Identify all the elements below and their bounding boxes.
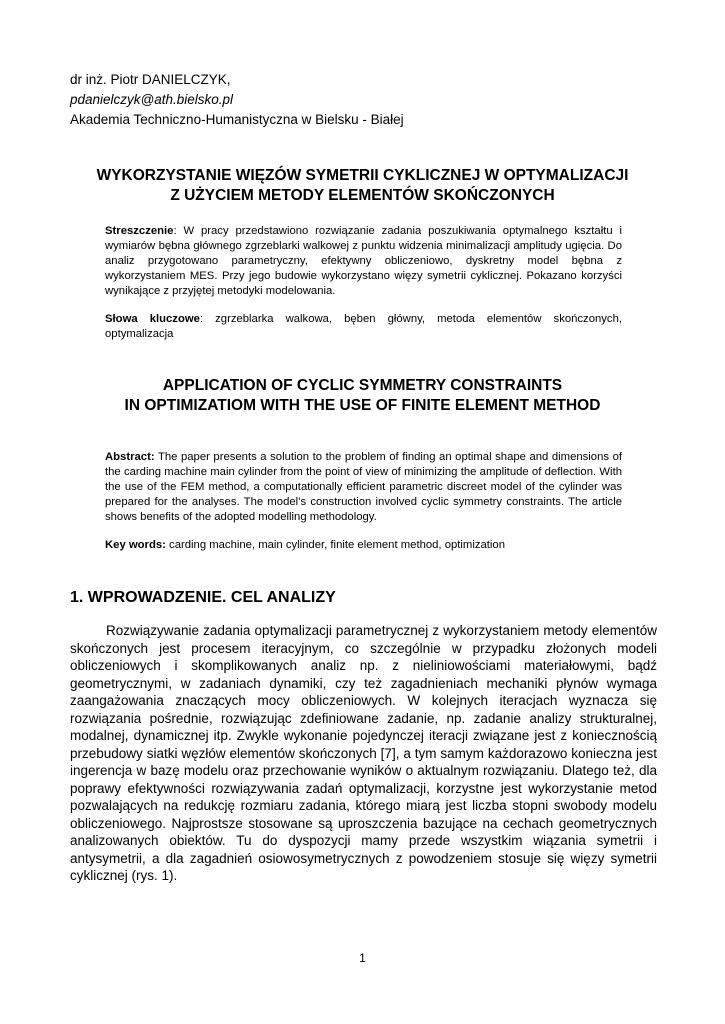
- abstract-english-label: Abstract:: [105, 451, 155, 463]
- keywords-english: [105, 538, 622, 553]
- keywords-english-text: carding machine, main cylinder, finite element method, optimization: [165, 539, 505, 551]
- abstract-polish: [105, 224, 622, 299]
- title-polish: [40, 166, 685, 206]
- author-block: [70, 70, 404, 130]
- abstract-polish-label: Streszczenie: [105, 225, 174, 237]
- abstract-polish-text: : W pracy przedstawiono rozwiązanie zadania poszukiwania optymalnego kształtu i wymiarów bębna głównego zgrzeblarki walkowej z punktu widzenia minimalizacji amplitudy ugięcia. Do analiz przygotowano parametryczny, efektywny obliczeniowo, dyskretny model bębna z wykorzystaniem MES. Przy jego budowie wykorzystano więzy symetrii cyklicznej. Pokazano korzyści wynikające z przyjętej metodyki modelowania.: [105, 225, 622, 297]
- abstract-english: [105, 450, 622, 525]
- author-name: dr inż. Piotr DANIELCZYK,: [70, 72, 231, 87]
- author-affiliation: Akademia Techniczno-Humanistyczna w Bielsku - Białej: [70, 112, 404, 127]
- section-paragraph: Rozwiązywanie zadania optymalizacji parametrycznej z wykorzystaniem metody elementów skończonych jest procesem iteracyjnym, co szczególnie w przypadku złożonych modeli obliczeniowych i skomplikowanych analiz np. z nieliniowościami materiałowymi, bądź geometrycznymi, w zadaniach dynamiki, czy też zagadnieniach mechaniki płynów wymaga zaangażowania znaczących mocy obliczeniowych. W kolejnych iteracjach wyznacza się rozwiązania pośrednie, rozwiązując zdefiniowane zadanie, np. zadanie analizy strukturalnej, modalnej, dynamicznej itp. Zwykle wykonanie pojedynczej iteracji związane jest z koniecznością przebudowy siatki węzłów elementów skończonych [7], a tym samym każdorazowo konieczna jest ingerencja w bazę modelu oraz przechowanie wyników o aktualnym rozwiązaniu. Dlatego też, dla poprawy efektywności rozwiązywania zadań optymalizacji, korzystne jest wykorzystanie metod pozwalających na redukcję rozmiaru zadania, którego miarą jest liczba stopni swobody modelu obliczeniowego. Najprostsze stosowane są uproszczenia bazujące na cechach geometrycznych analizowanych obiektów. Tu do dyspozycji mamy przede wszystkim wiązania symetrii i antysymetrii, a dla zagadnień osiowosymetrycznych z powodzeniem stosuje się więzy symetrii cyklicznej (rys. 1).: [70, 623, 657, 883]
- title-english-line2: IN OPTIMIZATIOM WITH THE USE OF FINITE ELEMENT METHOD: [124, 397, 601, 414]
- keywords-polish-label: Słowa kluczowe: [105, 313, 200, 325]
- title-polish-line1: WYKORZYSTANIE WIĘZÓW SYMETRII CYKLICZNEJ W OPTYMALIZACJI: [96, 167, 629, 184]
- page-number: 1: [359, 951, 366, 965]
- abstract-english-text: The paper presents a solution to the problem of finding an optimal shape and dimensions of the carding machine main cylinder from the point of view of minimizing the amplitude of deflection. With the use of the FEM method, a computationally efficient parametric discreet model of the cylinder was prepared for the analyses. The model’s construction involved cyclic symmetry constraints. The article shows benefits of the adopted modelling methodology.: [105, 451, 622, 523]
- title-english: [40, 376, 685, 416]
- author-email: pdanielczyk@ath.bielsko.pl: [70, 92, 234, 107]
- keywords-english-label: Key words:: [105, 539, 166, 551]
- keywords-polish: [105, 312, 622, 342]
- title-english-line1: APPLICATION OF CYCLIC SYMMETRY CONSTRAINTS: [162, 377, 563, 394]
- section-heading: 1. WPROWADZENIE. CEL ANALIZY: [70, 589, 336, 606]
- keywords-polish-text: : zgrzeblarka walkowa, bęben główny, metoda elementów skończonych, optymalizacja: [105, 313, 622, 340]
- title-polish-line2: Z UŻYCIEM METODY ELEMENTÓW SKOŃCZONYCH: [170, 187, 555, 204]
